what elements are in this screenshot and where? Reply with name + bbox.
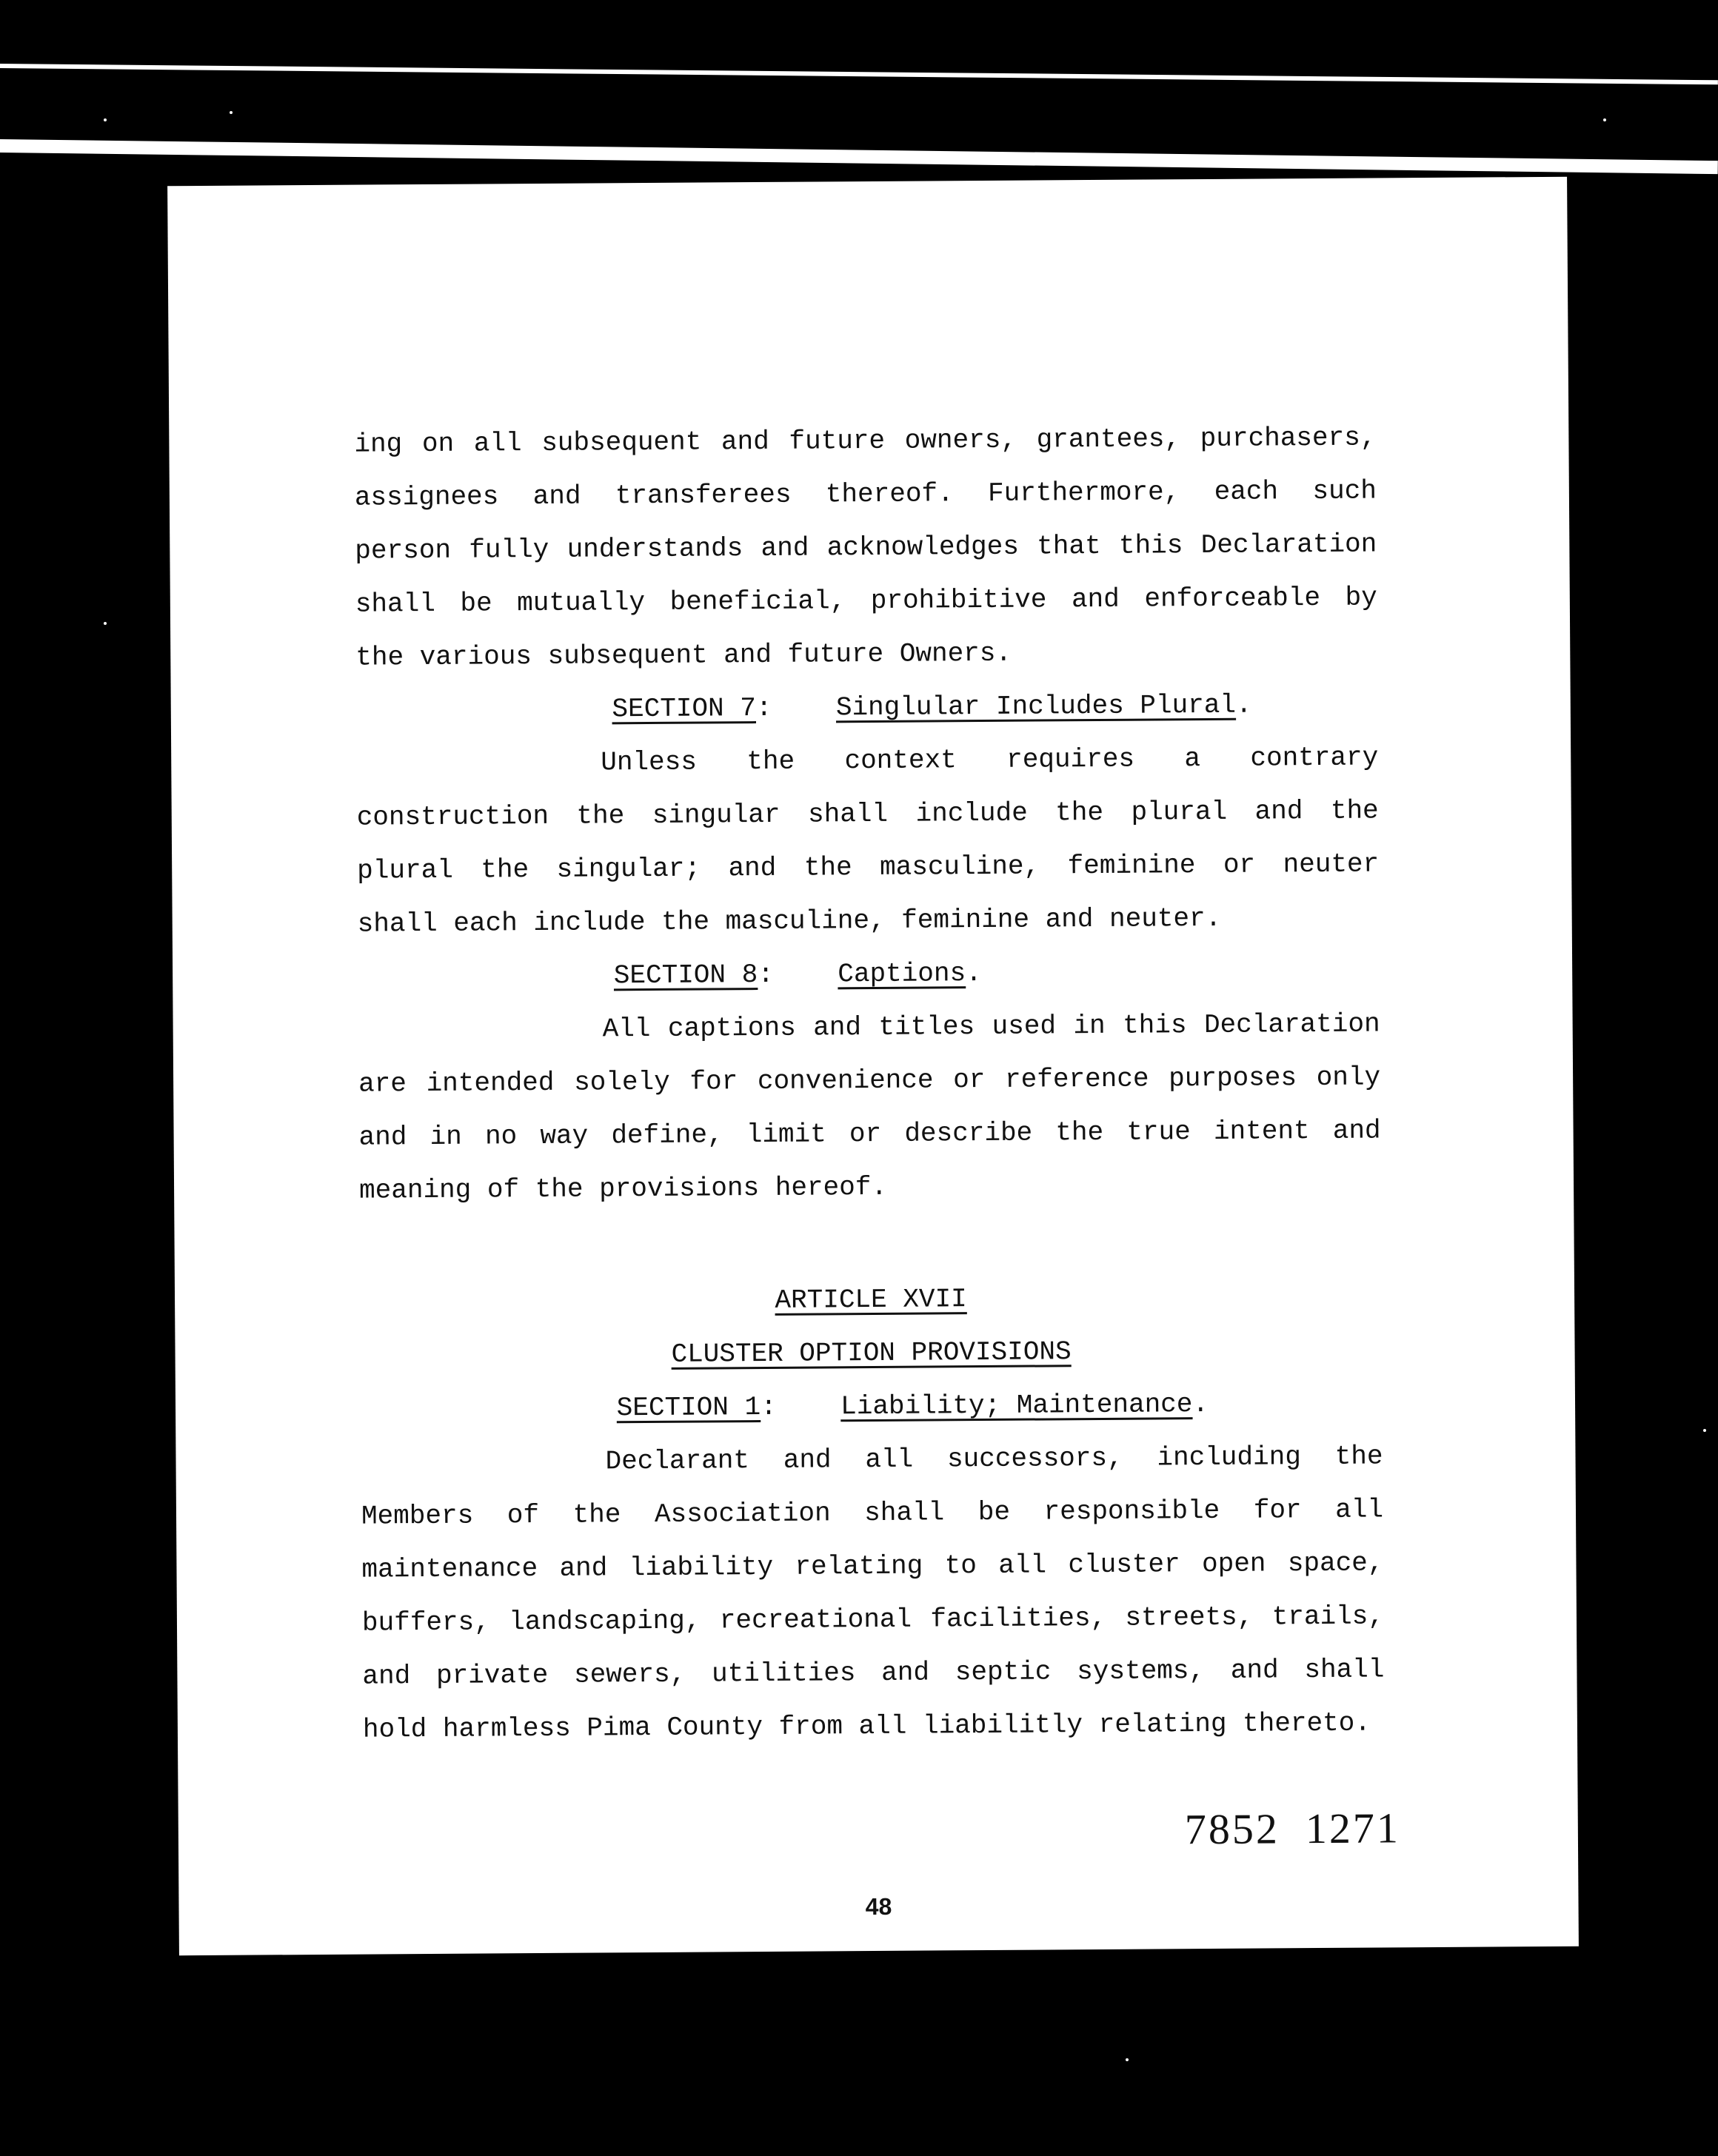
document-body <box>354 411 1385 1756</box>
scan-border-line <box>0 64 1718 84</box>
section-8-heading: SECTION 8: Captions. <box>358 944 1380 1004</box>
section-label: SECTION 8 <box>613 960 758 991</box>
article-title-text: CLUSTER OPTION PROVISIONS <box>671 1336 1072 1370</box>
section-7-body: Unless the context requires a contrary construction the singular shall include the plural and the plural the singular; and the masculine, feminine or neuter shall each include the masculine, feminine and neuter. <box>356 742 1380 940</box>
section-7-heading: SECTION 7: Singlular Includes Plural. <box>356 677 1378 737</box>
scan-border-line <box>0 139 1718 174</box>
scan-speck <box>1703 1429 1706 1432</box>
spacer <box>359 1211 1382 1276</box>
page-number: 48 <box>865 1892 892 1921</box>
section-title: Captions <box>838 958 966 990</box>
scan-speck <box>104 622 107 625</box>
recording-stamp: 7852 1271 <box>1184 1804 1401 1854</box>
section-title: Liability; Maintenance <box>840 1389 1193 1422</box>
section-title: Singlular Includes Plural <box>835 689 1237 723</box>
section-label: SECTION 7 <box>612 693 757 725</box>
section-8-body: All captions and titles used in this Declaration are intended solely for convenience or reference purposes only and in no way define, limit or describe the true intent and meaning of the provisions hereof. <box>358 1008 1381 1206</box>
scan-speck <box>104 118 107 121</box>
scan-speck <box>230 111 233 114</box>
article-section-1-heading: SECTION 1: Liability; Maintenance. <box>361 1376 1383 1436</box>
opening-paragraph: ing on all subsequent and future owners, grantees, purchasers, assignees and transferees thereof. Furthermore, each such person fully understands and acknowledges that this Declaration shall be mutually beneficial, prohibitive and enforceable by the various subsequent and future Owners. <box>354 422 1377 673</box>
document-page <box>167 177 1579 1955</box>
scan-speck <box>1603 118 1606 121</box>
article-number <box>360 1270 1382 1330</box>
section-label: SECTION 1 <box>616 1392 761 1424</box>
article-section-1-body: Declarant and all successors, including the Members of the Association shall be responsible for all maintenance and liability relating to all cluster open space, buffers, landscaping, recreational facilities, streets, trails, and private sewers, utilities and septic systems, and shall hold harmless Pima County from all liabilitly relating thereto. <box>361 1441 1385 1745</box>
article-number-text: ARTICLE XVII <box>775 1284 967 1316</box>
article-title <box>360 1323 1382 1383</box>
scan-speck <box>1126 2058 1129 2061</box>
